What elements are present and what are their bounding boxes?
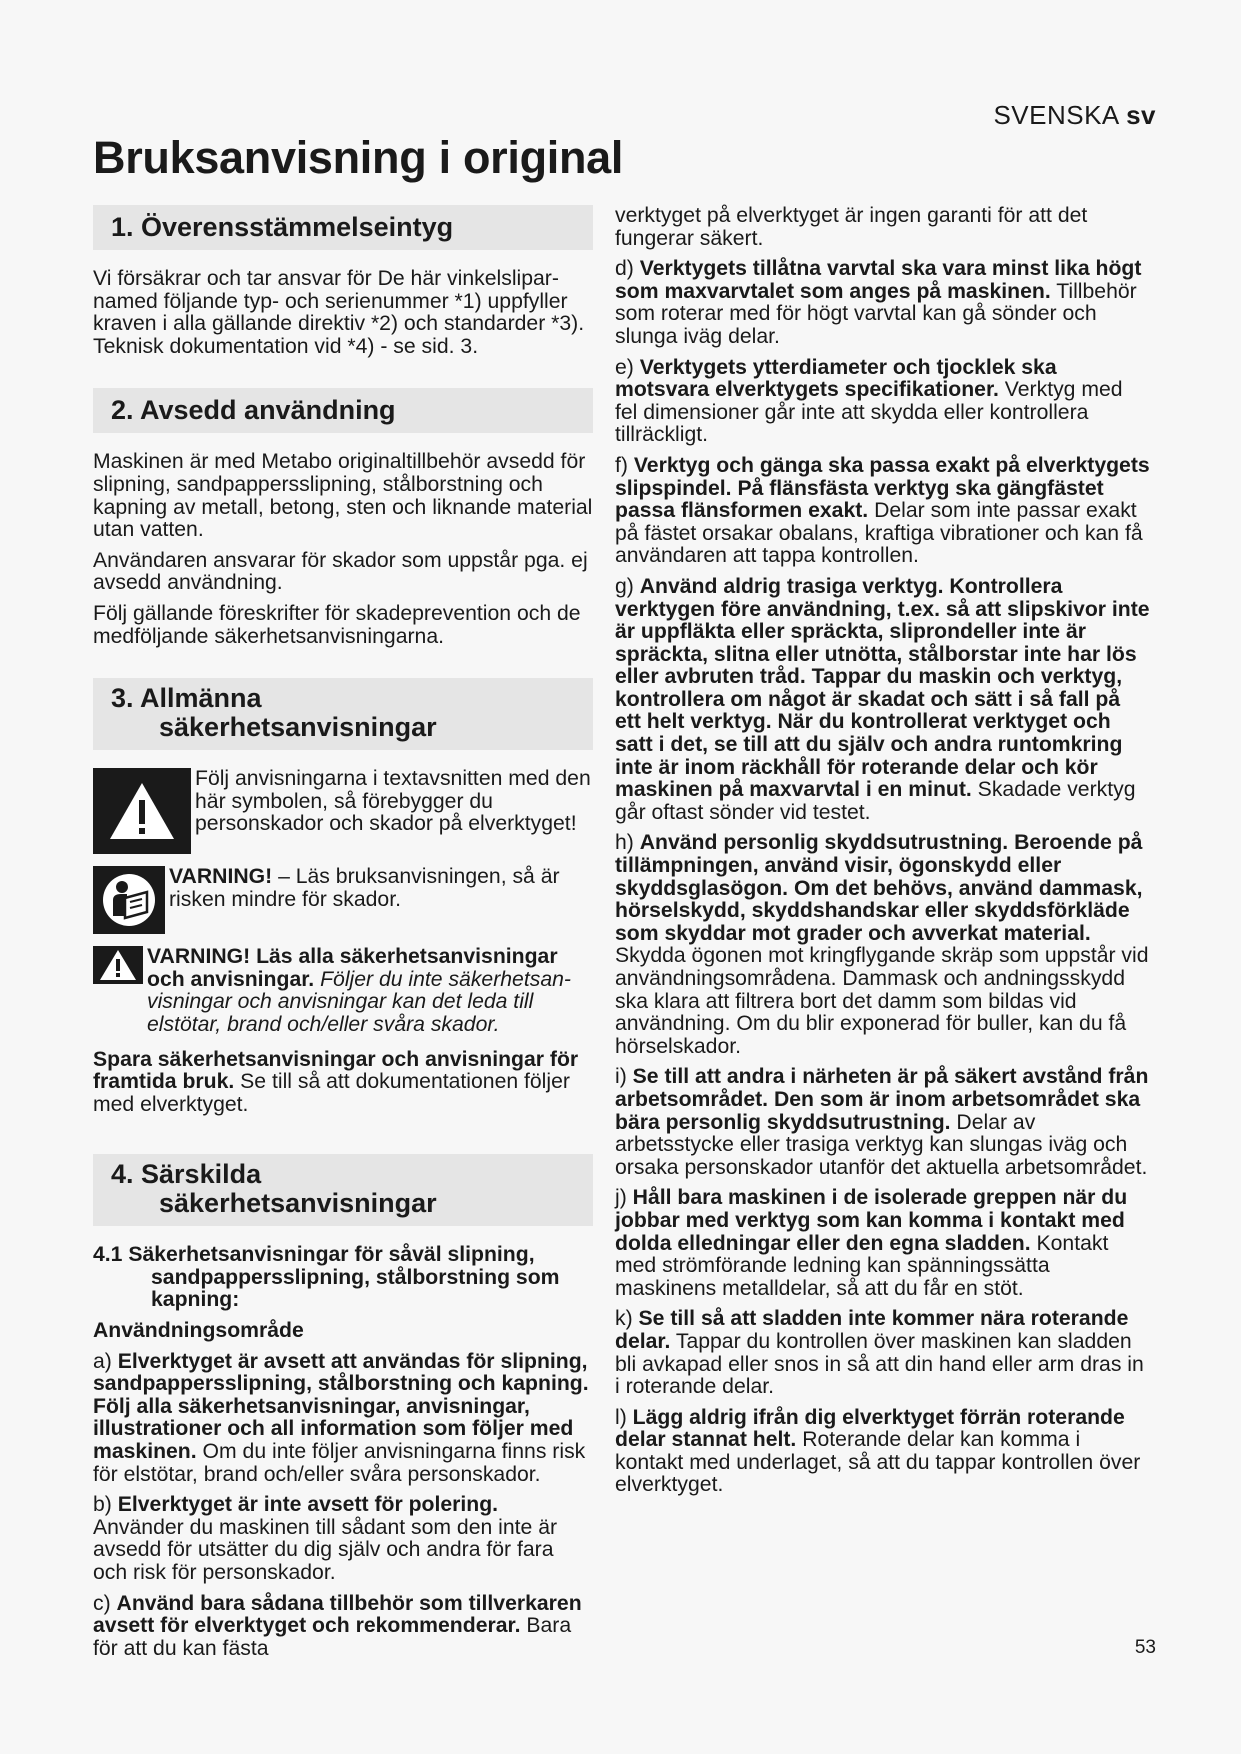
item-f-text: Delar som inte passar exakt på fästet orsakar obalans, kraftiga vibrationer och kan få användaren att tappa kontrollen. — [615, 499, 1143, 568]
item-l-label: l) — [615, 1405, 633, 1429]
symbol-note-text: Följ anvisningarna i textavsnitten med den här symbolen, så förebygger du personskador och skador på elverktyget! — [195, 767, 591, 836]
item-c-label: c) — [93, 1591, 117, 1615]
item-e-label: e) — [615, 355, 640, 379]
item-f — [615, 455, 1150, 568]
left-column — [93, 205, 593, 1668]
item-k-label: k) — [615, 1307, 639, 1331]
section-4-heading — [93, 1154, 593, 1226]
item-l-bold: Lägg aldrig ifrån dig elverktyget förrän roterande delar stannat helt. — [615, 1405, 1125, 1452]
document-title: Bruksanvisning i original — [93, 132, 624, 183]
general-warning — [93, 946, 593, 1036]
item-j-label: j) — [615, 1186, 633, 1210]
language-code: sv — [1126, 100, 1156, 130]
item-l-text: Roterande delar kan komma i kontakt med underlaget, så att du tappar kontrollen över elverktyget. — [615, 1428, 1141, 1497]
item-c-continuation: verktyget på elverktyget är ingen garanti för att det fungerar säkert. — [615, 204, 1088, 250]
item-i — [615, 1066, 1150, 1179]
application-area-heading: Användningsområde — [93, 1319, 304, 1343]
item-d-label: d) — [615, 257, 640, 281]
item-i-label: i) — [615, 1065, 633, 1089]
section-2-paragraph-3: Följ gällande föreskrifter för skadeprevention och de medföljande säkerhetsanvisningarna. — [93, 601, 581, 648]
section-2-paragraph-2: Användaren ansvarar för skador som uppstår pga. ej avsedd användning. — [93, 548, 588, 595]
section-3-heading — [93, 678, 593, 750]
item-a-text: Om du inte följer anvisningarna finns risk för elstötar, brand och/eller svåra personskador. — [93, 1440, 586, 1486]
small-warning-triangle-icon — [93, 946, 143, 984]
subsection-4-1-line-1: 4.1 Säkerhetsanvisningar för såväl slipning, — [93, 1243, 535, 1267]
warning-triangle-icon — [93, 768, 191, 854]
item-b-label: b) — [93, 1493, 118, 1517]
section-1-heading: 1. Överensstämmelseintyg — [93, 205, 593, 250]
symbol-note — [93, 768, 593, 854]
section-3-heading-line-1: 3. Allmänna — [111, 683, 262, 714]
page-number: 53 — [1134, 1637, 1156, 1658]
section-4-heading-line-2: säkerhetsanvisningar — [159, 1188, 437, 1219]
item-g-text: Skadade verktyg går oftast sönder vid testet. — [615, 778, 1136, 824]
item-a — [93, 1351, 593, 1487]
language-indicator — [993, 100, 1156, 131]
item-j-bold: Håll bara maskinen i de isolerade greppen när du jobbar med verktyg som kan komma i kontakt med dolda elledningar eller den egna sladden. — [615, 1186, 1128, 1255]
item-i-text: Delar av arbetsstycke eller trasiga verktyg kan slungas iväg och orsaka personskador utanför det aktuella arbetsområdet. — [615, 1110, 1148, 1179]
item-e-text: Verktyg med fel dimensioner går inte att skydda eller kontrollera tillräckligt. — [615, 378, 1123, 447]
general-warning-italic: Följer du inte säkerhetsanvisningar och anvisningar kan det leda till elstötar, brand och/eller svåra skador. — [147, 967, 571, 1036]
item-f-bold: Verktyg och gänga ska passa exakt på elverktygets slipspindel. På flänsfästa verktyg ska gängfästet passa flänsformen exakt. — [615, 453, 1150, 523]
item-k-text: Tappar du kontrollen över maskinen kan sladden bli avkapad eller snos in så att din hand eller arm dras in i roterande delar. — [615, 1329, 1144, 1399]
item-f-label: f) — [615, 453, 634, 477]
item-h-label: h) — [615, 831, 640, 855]
item-g — [615, 576, 1150, 825]
general-warning-bold: VARNING! Läs alla säkerhetsanvisningar och anvisningar. — [147, 945, 558, 991]
item-c-text: Bara för att du kan fästa — [93, 1614, 572, 1660]
section-2-heading: 2. Avsedd användning — [93, 388, 593, 433]
item-b-text: Använder du maskinen till sådant som den inte är avsedd för utsätter du dig själv och andra för fara och risk för personskador. — [93, 1515, 558, 1584]
keep-instructions-bold: Spara säkerhetsanvisningar och anvisningar för framtida bruk. — [93, 1047, 579, 1094]
section-4-heading-line-1: 4. Särskilda — [111, 1159, 262, 1190]
item-c — [93, 1593, 593, 1661]
item-b — [93, 1494, 593, 1584]
item-e-bold: Verktygets ytterdiameter och tjocklek ska motsvara elverktygets specifikationer. — [615, 355, 1057, 402]
item-h-text: Skydda ögonen mot kringflygande skräp som uppstår vid användningsområdena. Dammask och andningsskydd ska klara att filtrera bort det damm som bildas vid användning. Om du blir exponerad för buller, kan du få hörselskador. — [615, 944, 1149, 1058]
item-c-bold: Använd bara sådana tillbehör som tillverkaren avsett för elverktyget och rekommenderar. — [93, 1591, 582, 1638]
read-manual-warning — [93, 866, 593, 934]
item-b-bold: Elverktyget är inte avsett för polering. — [117, 1493, 499, 1517]
item-d-bold: Verktygets tillåtna varvtal ska vara minst lika högt som maxvarvtalet som anges på maskinen. — [615, 257, 1142, 303]
item-i-bold: Se till att andra i närheten är på säkert avstånd från arbetsområdet. Den som är inom arbetsområdet ska bära personlig skyddsutrustning. — [615, 1065, 1149, 1134]
item-k — [615, 1308, 1150, 1398]
section-1-text: Vi försäkrar och tar ansvar för De här vinkelsliparnamed följande typ- och serienummer *1) uppfyller kraven i alla gällande direktiv *2) och standarder *3). Teknisk dokumentation vid *4) - se sid. 3. — [93, 267, 585, 358]
item-g-bold: Använd aldrig trasiga verktyg. Kontrollera verktygen före användning, t.ex. så att slipskivor inte är uppfläkta eller spräckta, sliprondeller inte är spräckta, slitna eller utnötta, stålborstar inte har lös eller avbruten tråd. Tappar du maskin och verktyg, kontrollera om något är skadat och sätt i så fall på ett helt verktyg. När du kontrollerat verktyget och satt i det, se till att du själv och andra runtomkring inte är inom räckhåll för roterande delar och kör maskinen på maxvarvtal i en minut. — [615, 574, 1150, 802]
item-e — [615, 357, 1150, 447]
section-3-heading-line-2: säkerhetsanvisningar — [159, 712, 437, 743]
item-h-bold: Använd personlig skyddsutrustning. Beroende på tillämpningen, använd visir, ögonskydd eller skyddsglasögon. Om det behövs, använd dammask, hörselskydd, skyddshandskar eller skyddsförkläde som skyddar mot grader och avverkat material. — [615, 831, 1143, 945]
subsection-4-1-heading — [93, 1244, 593, 1312]
item-j-text: Kontakt med strömförande ledning kan spänningssätta maskinens metalldelar, så att du får en stöt. — [615, 1231, 1109, 1300]
read-manual-icon — [93, 866, 165, 934]
section-2-paragraph-1: Maskinen är med Metabo originaltillbehör avsedd för slipning, sandpappersslipning, stålborstning och kapning av metall, betong, sten och liknande material utan vatten. — [93, 450, 593, 542]
item-l — [615, 1407, 1150, 1497]
item-j — [615, 1187, 1150, 1300]
item-d-text: Tillbehör som roterar med för högt varvtal kan gå sönder och slunga iväg delar. — [615, 279, 1137, 348]
item-k-bold: Se till så att sladden inte kommer nära roterande delar. — [615, 1307, 1129, 1353]
keep-instructions-text: Se till så att dokumentationen följer med elverktyget. — [93, 1070, 570, 1116]
read-manual-warning-text: – Läs bruksanvisningen, så är risken mindre för skador. — [169, 865, 560, 911]
item-a-label: a) — [93, 1349, 118, 1373]
right-column — [615, 205, 1150, 1505]
language-name: SVENSKA — [993, 100, 1119, 130]
item-h — [615, 832, 1150, 1058]
read-manual-warning-label: VARNING! — [169, 865, 273, 889]
item-a-bold: Elverktyget är avsett att användas för slipning, sandpappersslipning, stålborstning och kapning. Följ alla säkerhetsanvisningar, anvisningar, illustrationer och all information som följer med maskinen. — [93, 1349, 589, 1464]
subsection-4-1-line-2: sandpappersslipning, stålborstning som kapning: — [151, 1265, 560, 1312]
item-g-label: g) — [615, 574, 640, 598]
item-d — [615, 258, 1150, 348]
